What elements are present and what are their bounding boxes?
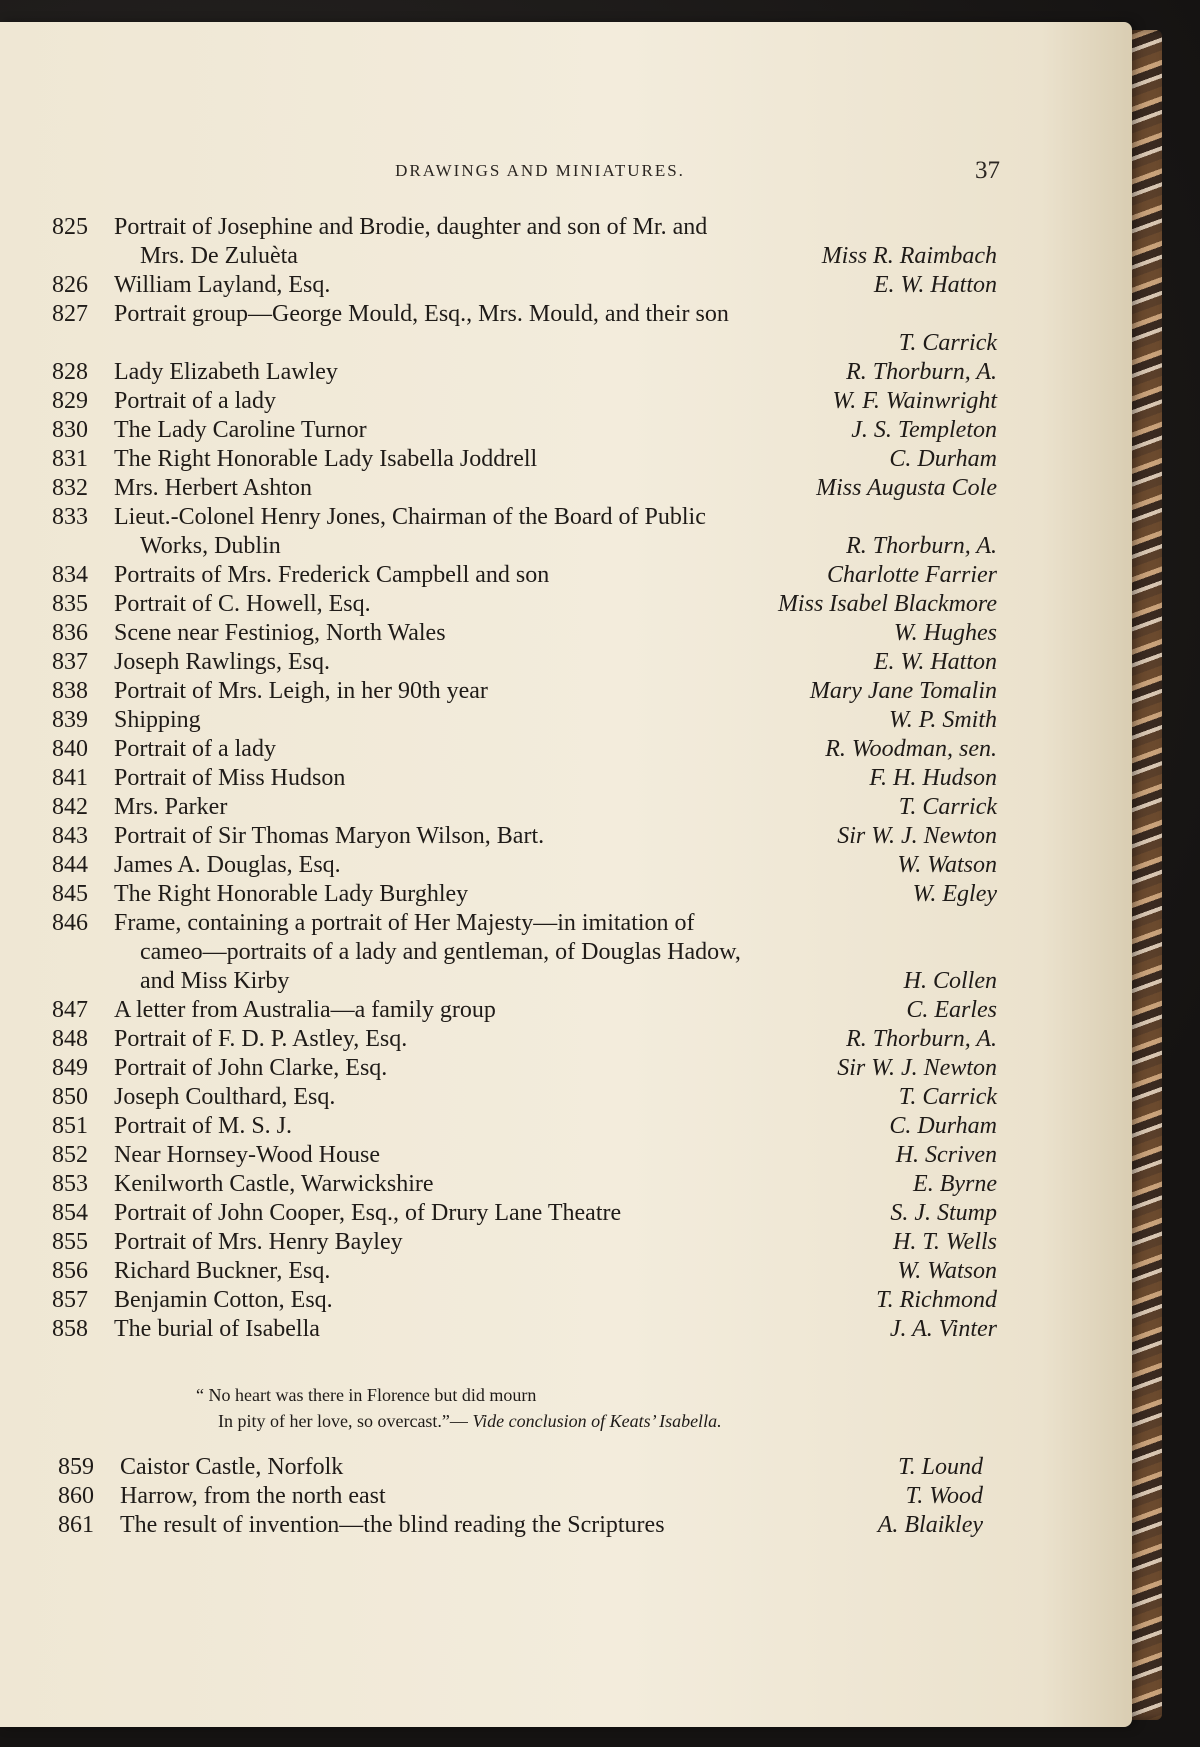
entry-artist: C. Earles bbox=[906, 997, 997, 1023]
entry-title: The Right Honorable Lady Isabella Joddrell bbox=[114, 446, 538, 472]
entry-number: 850 bbox=[52, 1084, 88, 1110]
entry-artist: E. W. Hatton bbox=[873, 272, 997, 298]
catalogue-entry bbox=[52, 1083, 1002, 1112]
entry-number: 857 bbox=[52, 1287, 88, 1313]
entry-artist: E. W. Hatton bbox=[873, 649, 997, 675]
entry-artist: H. Scriven bbox=[895, 1142, 997, 1168]
entry-title: Richard Buckner, Esq. bbox=[114, 1258, 331, 1284]
entry-artist: R. Thorburn, A. bbox=[846, 533, 997, 559]
entry-artist: H. Collen bbox=[903, 968, 997, 994]
entry-number: 859 bbox=[58, 1454, 94, 1480]
entry-number: 834 bbox=[52, 562, 88, 588]
entry-artist: Miss Isabel Blackmore bbox=[777, 591, 997, 617]
entry-title: Portrait of M. S. J. bbox=[114, 1113, 293, 1139]
running-head: DRAWINGS AND MINIATURES. bbox=[395, 161, 685, 180]
catalogue-entry bbox=[52, 503, 1002, 532]
entry-number: 853 bbox=[52, 1171, 88, 1197]
entry-title: Near Hornsey-Wood House bbox=[114, 1142, 380, 1168]
entry-number: 854 bbox=[52, 1200, 88, 1226]
entry-number: 838 bbox=[52, 678, 88, 704]
entry-title: Portrait of Sir Thomas Maryon Wilson, Bart. bbox=[114, 823, 545, 849]
catalogue-entry bbox=[52, 590, 1002, 619]
entry-artist: H. T. Wells bbox=[892, 1229, 997, 1255]
catalogue-entry bbox=[52, 1257, 1002, 1286]
entry-title: William Layland, Esq. bbox=[114, 272, 331, 298]
entry-artist: E. Byrne bbox=[913, 1171, 997, 1197]
entry-title: Portrait of Josephine and Brodie, daughter and son of Mr. and bbox=[114, 214, 708, 240]
entry-title: Scene near Festiniog, North Wales bbox=[114, 620, 446, 646]
entry-artist: R. Thorburn, A. bbox=[846, 1026, 997, 1052]
entry-number: 840 bbox=[52, 736, 88, 762]
catalogue-entry bbox=[52, 358, 1002, 387]
catalogue-entry bbox=[52, 1025, 1002, 1054]
entry-artist: A. Blaikley bbox=[877, 1512, 983, 1538]
entry-artist: T. Richmond bbox=[876, 1287, 997, 1313]
quotation-block bbox=[196, 1382, 896, 1434]
catalogue-entry bbox=[52, 329, 1002, 358]
entry-title: Portrait of John Cooper, Esq., of Drury Lane Theatre bbox=[114, 1200, 622, 1226]
entry-title: Joseph Rawlings, Esq. bbox=[114, 649, 330, 675]
quotation-line: “ No heart was there in Florence but did mourn bbox=[196, 1385, 537, 1405]
entry-number: 846 bbox=[52, 910, 88, 936]
entry-number: 843 bbox=[52, 823, 88, 849]
entry-number: 831 bbox=[52, 446, 88, 472]
catalogue-entry bbox=[52, 445, 1002, 474]
catalogue-entry bbox=[52, 213, 1002, 242]
entry-artist: Charlotte Farrier bbox=[826, 562, 997, 588]
entry-number: 844 bbox=[52, 852, 88, 878]
catalogue-entry bbox=[52, 242, 1002, 271]
catalogue-entry bbox=[58, 1511, 988, 1540]
catalogue-entry bbox=[52, 822, 1002, 851]
entry-number: 837 bbox=[52, 649, 88, 675]
entry-title: The Lady Caroline Turnor bbox=[114, 417, 367, 443]
catalogue-entry bbox=[58, 1482, 988, 1511]
catalogue-entry bbox=[52, 271, 1002, 300]
catalogue-entry bbox=[52, 1112, 1002, 1141]
entry-title: The Right Honorable Lady Burghley bbox=[114, 881, 469, 907]
entry-title: Lady Elizabeth Lawley bbox=[114, 359, 338, 385]
entry-number: 828 bbox=[52, 359, 88, 385]
entry-artist: Miss Augusta Cole bbox=[816, 475, 997, 501]
entry-number: 842 bbox=[52, 794, 88, 820]
entry-number: 830 bbox=[52, 417, 88, 443]
entry-artist: Sir W. J. Newton bbox=[837, 823, 997, 849]
entry-title: Joseph Coulthard, Esq. bbox=[114, 1084, 336, 1110]
entry-title: A letter from Australia—a family group bbox=[114, 997, 496, 1023]
catalogue-entry bbox=[52, 532, 1002, 561]
catalogue-entry bbox=[52, 1199, 1002, 1228]
entry-number: 826 bbox=[52, 272, 88, 298]
entry-artist: Sir W. J. Newton bbox=[837, 1055, 997, 1081]
catalogue-entry bbox=[52, 300, 1002, 329]
entry-title: Works, Dublin bbox=[140, 533, 281, 559]
entry-title: Portrait of Mrs. Leigh, in her 90th year bbox=[114, 678, 488, 704]
catalogue-entry bbox=[52, 851, 1002, 880]
entry-title: Portrait of a lady bbox=[114, 736, 276, 762]
entry-artist: T. Carrick bbox=[898, 794, 997, 820]
entry-artist: T. Carrick bbox=[898, 1084, 997, 1110]
entry-artist: Mary Jane Tomalin bbox=[809, 678, 997, 704]
entry-number: 849 bbox=[52, 1055, 88, 1081]
entry-artist: J. A. Vinter bbox=[889, 1316, 997, 1342]
entry-title: James A. Douglas, Esq. bbox=[114, 852, 341, 878]
catalogue-entry bbox=[52, 1141, 1002, 1170]
entry-artist: W. Watson bbox=[897, 1258, 997, 1284]
catalogue-entry bbox=[52, 909, 1002, 938]
catalogue-entry bbox=[52, 967, 1002, 996]
entry-title: Portraits of Mrs. Frederick Campbell and son bbox=[114, 562, 550, 588]
entry-artist: W. Watson bbox=[897, 852, 997, 878]
catalogue-entry bbox=[52, 938, 1002, 967]
catalogue-entry bbox=[52, 1286, 1002, 1315]
entry-title: Mrs. Herbert Ashton bbox=[114, 475, 312, 501]
entry-artist: W. Hughes bbox=[893, 620, 997, 646]
entry-number: 856 bbox=[52, 1258, 88, 1284]
entry-number: 855 bbox=[52, 1229, 88, 1255]
entry-number: 860 bbox=[58, 1483, 94, 1509]
entry-number: 841 bbox=[52, 765, 88, 791]
catalogue-entry bbox=[52, 677, 1002, 706]
entry-number: 852 bbox=[52, 1142, 88, 1168]
entry-artist: S. J. Stump bbox=[890, 1200, 997, 1226]
entry-number: 825 bbox=[52, 214, 88, 240]
entry-number: 827 bbox=[52, 301, 88, 327]
entry-artist: W. P. Smith bbox=[888, 707, 997, 733]
catalogue-entry bbox=[52, 648, 1002, 677]
catalogue-entry bbox=[52, 561, 1002, 590]
entry-artist: R. Woodman, sen. bbox=[825, 736, 997, 762]
entry-artist: W. Egley bbox=[912, 881, 997, 907]
entry-title: Benjamin Cotton, Esq. bbox=[114, 1287, 333, 1313]
entry-title: Frame, containing a portrait of Her Majesty—in imitation of bbox=[114, 910, 695, 936]
catalogue-entry bbox=[52, 1170, 1002, 1199]
catalogue-entry bbox=[52, 619, 1002, 648]
entry-number: 839 bbox=[52, 707, 88, 733]
entry-artist: J. S. Templeton bbox=[851, 417, 997, 443]
catalogue-entry bbox=[52, 996, 1002, 1025]
page-number: 37 bbox=[975, 157, 1000, 184]
catalogue-entry bbox=[52, 1228, 1002, 1257]
entry-artist: W. F. Wainwright bbox=[832, 388, 997, 414]
entry-title: Portrait group—George Mould, Esq., Mrs. Mould, and their son bbox=[114, 301, 729, 327]
quotation-line bbox=[196, 1408, 896, 1434]
catalogue-entry bbox=[52, 474, 1002, 503]
entry-title: and Miss Kirby bbox=[140, 968, 290, 994]
entry-title: The burial of Isabella bbox=[114, 1316, 320, 1342]
entry-title: Caistor Castle, Norfolk bbox=[120, 1454, 344, 1480]
entry-artist: F. H. Hudson bbox=[869, 765, 997, 791]
entry-number: 851 bbox=[52, 1113, 88, 1139]
catalogue-entry bbox=[52, 1054, 1002, 1083]
entry-artist: T. Wood bbox=[905, 1483, 983, 1509]
entry-title: Portrait of a lady bbox=[114, 388, 276, 414]
catalogue-entry bbox=[52, 416, 1002, 445]
entry-title: The result of invention—the blind reading the Scriptures bbox=[120, 1512, 665, 1538]
catalogue-entry bbox=[52, 387, 1002, 416]
entry-number: 829 bbox=[52, 388, 88, 414]
entry-artist: C. Durham bbox=[889, 446, 997, 472]
catalogue-entry bbox=[52, 764, 1002, 793]
entry-number: 835 bbox=[52, 591, 88, 617]
catalogue-list-continued bbox=[58, 1453, 988, 1540]
entry-title: Lieut.-Colonel Henry Jones, Chairman of the Board of Public bbox=[114, 504, 706, 530]
entry-number: 845 bbox=[52, 881, 88, 907]
entry-title: Portrait of Mrs. Henry Bayley bbox=[114, 1229, 403, 1255]
entry-number: 861 bbox=[58, 1512, 94, 1538]
entry-title: Mrs. Parker bbox=[114, 794, 228, 820]
quotation-text: In pity of her love, so overcast.”— bbox=[218, 1411, 468, 1431]
entry-artist: C. Durham bbox=[889, 1113, 997, 1139]
entry-title: Portrait of Miss Hudson bbox=[114, 765, 346, 791]
entry-number: 858 bbox=[52, 1316, 88, 1342]
entry-title: cameo—portraits of a lady and gentleman, of Douglas Hadow, bbox=[140, 939, 741, 965]
entry-artist: R. Thorburn, A. bbox=[846, 359, 997, 385]
entry-title: Mrs. De Zuluèta bbox=[140, 243, 298, 269]
entry-number: 848 bbox=[52, 1026, 88, 1052]
entry-title: Shipping bbox=[114, 707, 201, 733]
entry-title: Portrait of F. D. P. Astley, Esq. bbox=[114, 1026, 408, 1052]
catalogue-entry bbox=[52, 880, 1002, 909]
catalogue-entry bbox=[58, 1453, 988, 1482]
entry-number: 847 bbox=[52, 997, 88, 1023]
entry-artist: T. Lound bbox=[898, 1454, 983, 1480]
entry-title: Portrait of C. Howell, Esq. bbox=[114, 591, 371, 617]
quotation-source: Vide conclusion of Keats’ Isabella. bbox=[472, 1411, 722, 1431]
entry-number: 836 bbox=[52, 620, 88, 646]
catalogue-entry bbox=[52, 735, 1002, 764]
entry-title: Harrow, from the north east bbox=[120, 1483, 386, 1509]
entry-artist: Miss R. Raimbach bbox=[821, 243, 997, 269]
catalogue-entry bbox=[52, 1315, 1002, 1344]
entry-number: 832 bbox=[52, 475, 88, 501]
catalogue-entry bbox=[52, 706, 1002, 735]
entry-title: Portrait of John Clarke, Esq. bbox=[114, 1055, 388, 1081]
catalogue-list bbox=[52, 213, 1002, 1344]
entry-number: 833 bbox=[52, 504, 88, 530]
entry-artist: T. Carrick bbox=[898, 330, 997, 356]
catalogue-entry bbox=[52, 793, 1002, 822]
entry-title: Kenilworth Castle, Warwickshire bbox=[114, 1171, 434, 1197]
